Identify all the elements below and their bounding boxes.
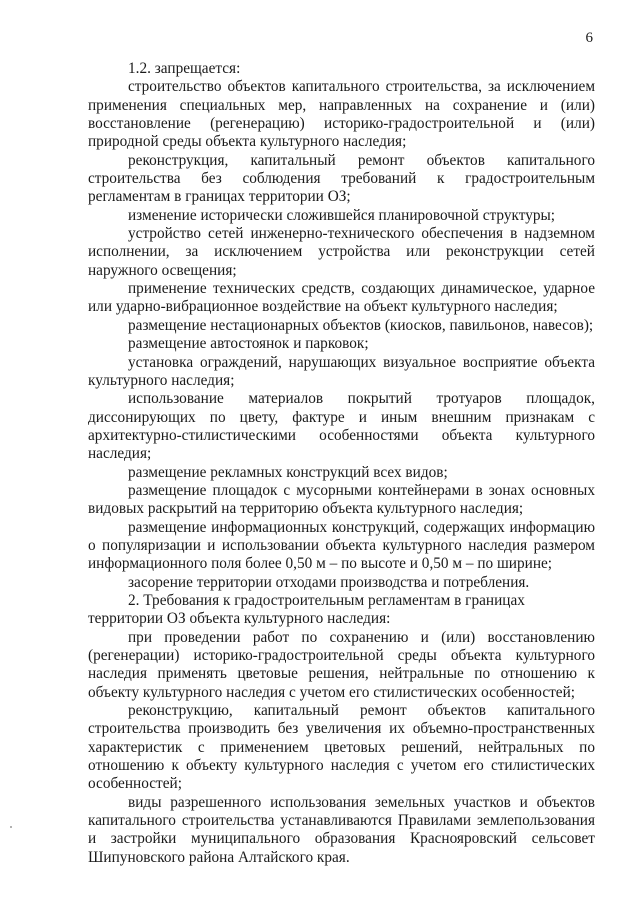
paragraph-parking: размещение автостоянок и парковок; <box>128 335 369 353</box>
scan-artifact <box>10 826 12 828</box>
paragraph-waste-containers: размещение площадок с мусорными контейнерами в зонах основных видовых раскрытий на территорию объекта культурного наследия; <box>88 481 595 518</box>
paragraph-reconstruction-requirements: реконструкцию, капитальный ремонт объектов капитального строительства производить без увеличения их объемно-пространственных характеристик с применением цветовых решений, нейтральных по отношению к объекту культурного наследия с учетом его стилистических особенностей; <box>88 702 595 793</box>
paragraph-advertising: размещение рекламных конструкций всех видов; <box>128 463 448 481</box>
paragraph-permitted-use: виды разрешенного использования земельных участков и объектов капитального строительства устанавливаются Правилами землепользования и застройки муниципального образования Краснояровский сельсовет Шипуновского района Алтайского края. <box>88 793 595 866</box>
paragraph-fences: установка ограждений, нарушающих визуальное восприятие объекта культурного наследия; <box>88 353 595 389</box>
paragraph-information-structures: размещение информационных конструкций, содержащих информацию о популяризации и использовании объекта культурного наследия размером информационного поля более 0,50 м – по высоте и 0,50 м – по ширине; <box>88 518 595 573</box>
paragraph-technical-means: применение технических средств, создающих динамическое, ударное или ударно-вибрационное воздействие на объект культурного наследия; <box>88 280 595 316</box>
paragraph-color-solutions: при проведении работ по сохранению и (или) восстановлению (регенерации) историко-градостроительной среды объекта культурного наследия применять цветовые решения, нейтральные по отношению к объекту культурного наследия с учетом его стилистических особенностей; <box>88 628 595 701</box>
page-number: 6 <box>585 30 593 46</box>
paragraph-capital-construction: строительство объектов капитального строительства, за исключением применения специальных мер, направленных на сохранение и (или) восстановление (регенерацию) историко-градостроительной и (или) природной среды объекта культурного наследия; <box>88 78 595 151</box>
document-body <box>88 60 595 867</box>
section-heading-prohibitions: 1.2. запрещается: <box>128 60 241 77</box>
paragraph-planning-structure: изменение исторически сложившейся планировочной структуры; <box>128 206 556 224</box>
paragraph-waste-littering: засорение территории отходами производства и потребления. <box>128 573 530 591</box>
paragraph-non-stationary-objects: размещение нестационарных объектов (киосков, павильонов, навесов); <box>128 316 594 334</box>
section-heading-requirements: 2. Требования к градостроительным регламентам в границах территории ОЗ объекта культурного наследия: <box>88 591 525 628</box>
paragraph-reconstruction: реконструкция, капитальный ремонт объектов капитального строительства без соблюдения требований к градостроительным регламентам в границах территории ОЗ; <box>88 151 595 206</box>
paragraph-pavement-materials: использование материалов покрытий тротуаров площадок, диссонирующих по цвету, фактуре и иным внешним признакам с архитектурно-стилистическими особенностями объекта культурного наследия; <box>88 390 595 463</box>
paragraph-engineering-networks: устройство сетей инженерно-технического обеспечения в надземном исполнении, за исключением устройства или реконструкции сетей наружного освещения; <box>88 225 595 279</box>
